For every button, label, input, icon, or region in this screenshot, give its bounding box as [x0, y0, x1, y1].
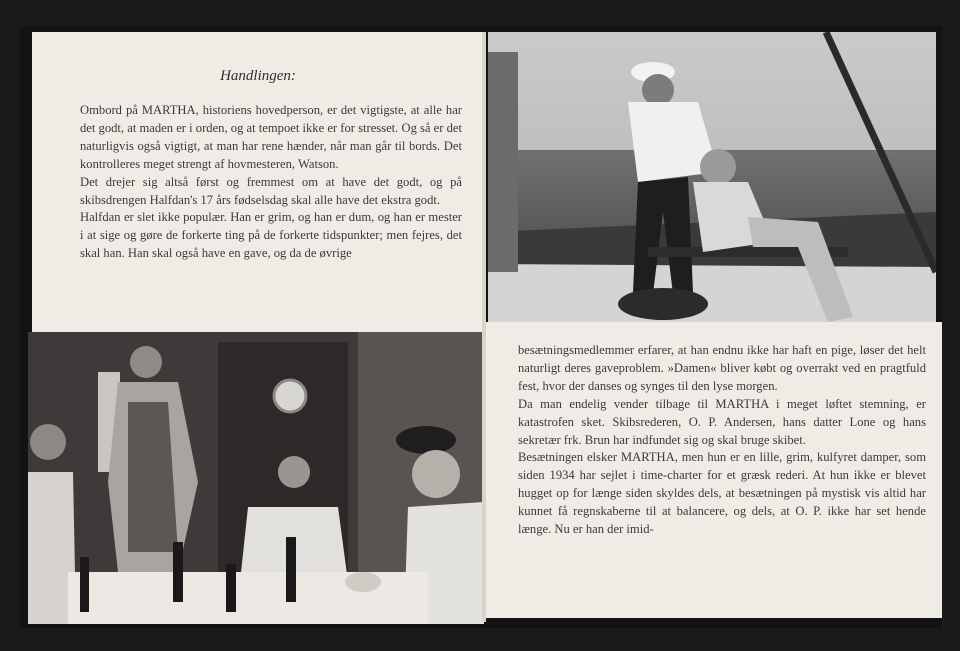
paragraph: besætningsmedlemmer erfarer, at han endnu ikke har haft en pige, løser det helt naturligt deres gaveproblem. »Damen« bliver købt og overrakt ved en pragtfuld fest, hvor der danses og synges til den lyse morgen.: [518, 343, 926, 393]
paragraph: Ombord på MARTHA, historiens hovedperson, er det vigtigste, at alle har det godt, at maden er i orden, og at tempoet ikke er for stresset. Og så er det naturligvis også vigtigt, at man har rene hænder, når man går til bords. Det kontrolleres meget strengt af hovmesteren, Watson.: [80, 103, 462, 171]
text-page-bottom-right: [486, 322, 942, 618]
paragraph: Besætningen elsker MARTHA, men hun er en lille, grim, kulfyret damper, som siden 1934 har sejlet i time-charter for et græsk rederi. At hun ikke er blevet hugget op for længe siden skyldes dels, at besætningen på mystisk vis altid har kunnet få regnskaberne til at balancere, og dels, at O. P. ikke har set hende længe. Nu er han der imid-: [518, 450, 926, 537]
photo-crew-dinner: [28, 332, 484, 624]
paragraph: Halfdan er slet ikke populær. Han er grim, og han er dum, og han er mester i at sige og gøre de forkerte ting på de forkerte tidspunkter; men fejres, det skal han. Han skal også have en gave, og da de øvrige: [80, 210, 462, 261]
booklet-spine: [482, 32, 486, 622]
story-text-bottom-right: [518, 342, 926, 539]
photo-crew-dinner-image: [28, 332, 484, 624]
paragraph: Det drejer sig altså først og fremmest om at have det godt, og på skibsdrengen Halfdan's 17 års fødselsdag skal alle have det ekstra godt.: [80, 174, 462, 207]
text-page-top-left: [32, 32, 484, 332]
photo-sunbathing-deck: [488, 32, 936, 332]
story-text-top-left: [80, 102, 462, 263]
booklet-spread: [20, 26, 942, 628]
photo-sunbathing-deck-image: [488, 32, 936, 332]
section-heading: Handlingen:: [220, 68, 296, 84]
paragraph: Da man endelig vender tilbage til MARTHA i meget løftet stemning, er katastrofen sket. Skibsrederen, O. P. Andersen, hans datter Lone og hans sekretær frk. Brun har indfundet sig og skal bruge skibet.: [518, 396, 926, 447]
